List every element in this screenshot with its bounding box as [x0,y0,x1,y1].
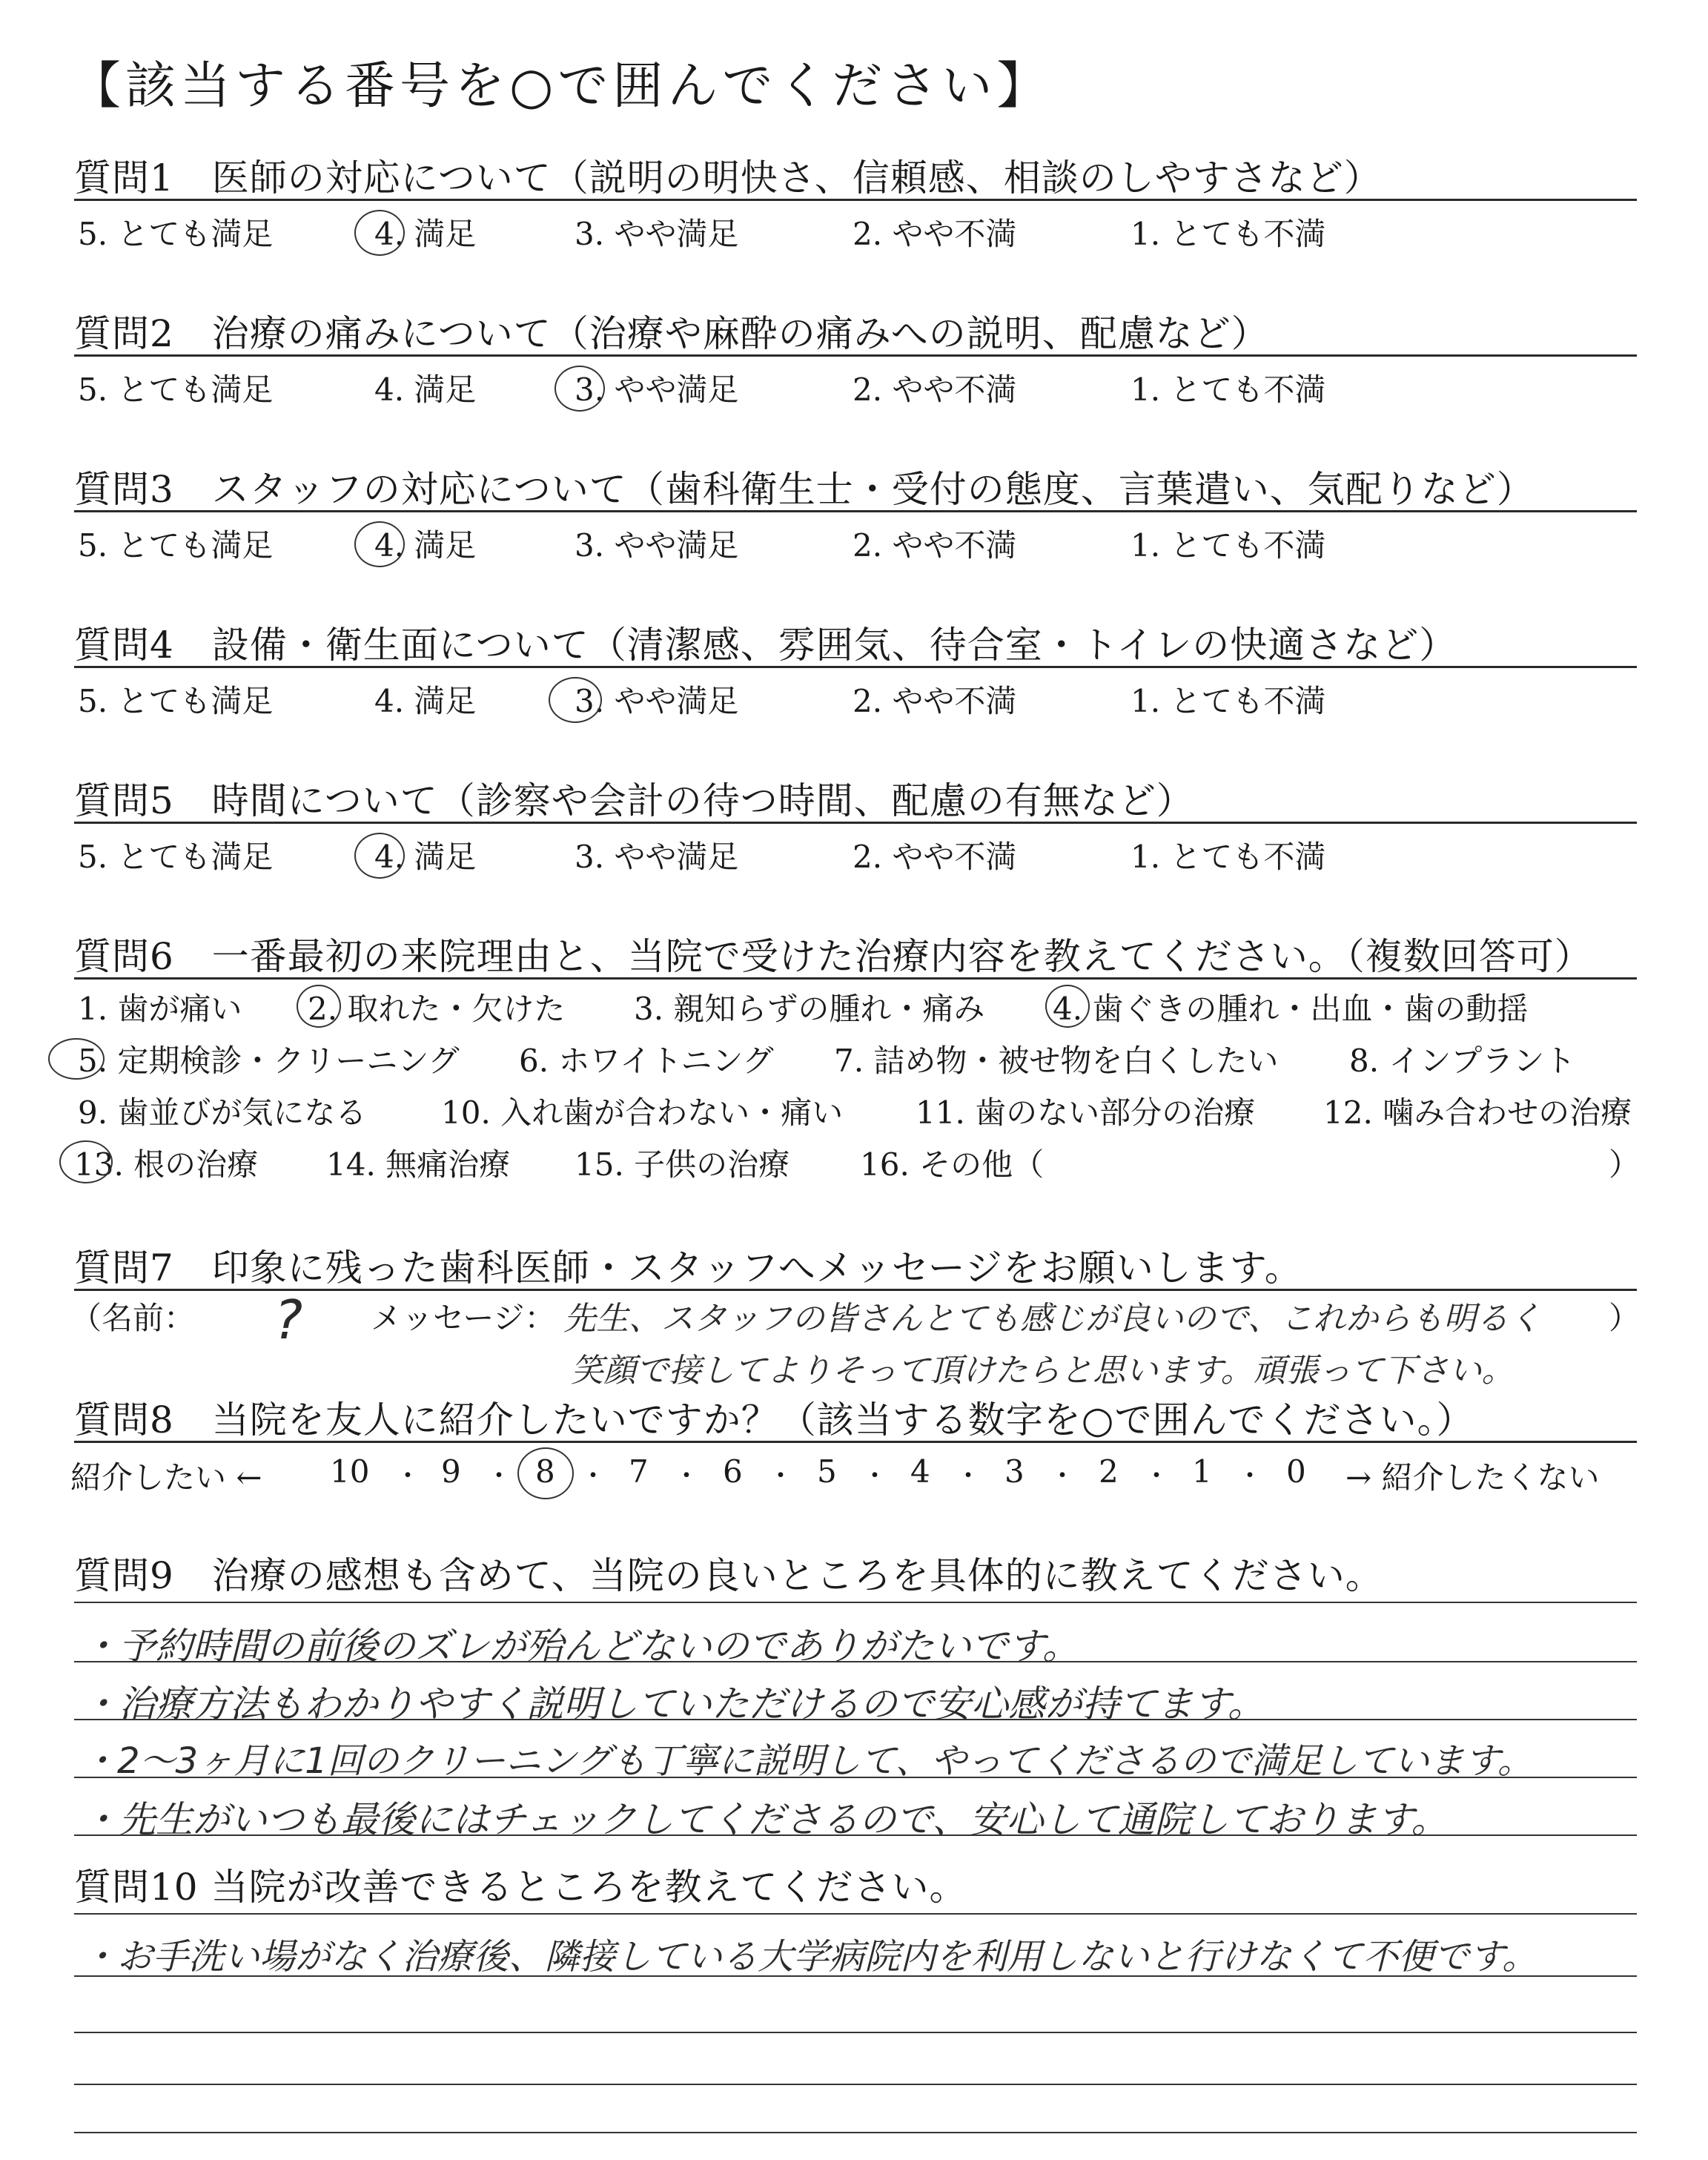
good-point-answer-3[interactable]: ・2〜3ヶ月に1回のクリーニングも丁寧に説明して、やってくださるので満足しています。 [82,1740,1533,1782]
scale-10[interactable]: 10 [330,1453,370,1490]
message-label: メッセージ： [371,1300,556,1336]
rating-option-5[interactable]: 5. とても満足 [78,371,274,408]
reason-option-5[interactable]: 5. 定期検診・クリーニング [78,1043,460,1079]
question-1-options [0,210,1708,254]
question-6-options-row-1 [0,985,1708,1029]
answer-line [74,1975,1637,1977]
question-5-heading: 質問5 時間について（診察や会計の待つ時間、配慮の有無など） [74,779,1194,822]
rating-option-3[interactable]: 3. やや満足 [575,216,739,252]
form-title: 【該当する番号を○で囲んでください】 [70,57,1052,116]
reason-option-12[interactable]: 12. 噛み合わせの治療 [1323,1094,1632,1131]
question-7-heading: 質問7 印象に残った歯科医師・スタッフへメッセージをお願いします。 [74,1246,1302,1289]
reason-option-7[interactable]: 7. 詰め物・被せ物を白くしたい [834,1043,1279,1079]
reason-option-9[interactable]: 9. 歯並びが気になる [78,1094,367,1131]
question-8-heading: 質問8 当院を友人に紹介したいですか？（該当する数字を○で囲んでください。） [74,1398,1474,1441]
reason-option-14[interactable]: 14. 無痛治療 [326,1146,511,1183]
rating-option-3[interactable]: 3. やや満足 [575,839,739,875]
rating-option-1[interactable]: 1. とても不満 [1131,216,1326,252]
reason-option-15[interactable]: 15. 子供の治療 [575,1146,790,1183]
question-4-options [0,677,1708,721]
divider [74,977,1637,980]
answer-line [74,2032,1637,2033]
question-6-options-row-4 [0,1140,1708,1185]
name-label: （名前： [70,1300,196,1336]
rating-option-1[interactable]: 1. とても不満 [1131,371,1326,408]
answer-line [74,1602,1637,1603]
question-4-heading: 質問4 設備・衛生面について（清潔感、雰囲気、待合室・トイレの快適さなど） [74,624,1457,667]
rating-option-5[interactable]: 5. とても満足 [78,683,274,719]
rating-option-1[interactable]: 1. とても不満 [1131,683,1326,719]
rating-option-2[interactable]: 2. やや不満 [853,527,1017,564]
question-6-options-row-3 [0,1089,1708,1133]
answer-line [74,1719,1637,1720]
question-6-options-row-2 [0,1037,1708,1081]
rating-option-3[interactable]: 3. やや満足 [575,527,739,564]
reason-option-3[interactable]: 3. 親知らずの腫れ・痛み [634,991,985,1027]
rating-option-4[interactable]: 4. 満足 [374,371,477,408]
rating-option-3[interactable]: 3. やや満足 [575,683,739,719]
reason-option-13[interactable]: 13. 根の治療 [74,1146,259,1183]
scale-5[interactable]: 5 [817,1453,837,1490]
rating-option-4[interactable]: 4. 満足 [374,216,477,252]
question-2-heading: 質問2 治療の痛みについて（治療や麻酔の痛みへの説明、配慮など） [74,312,1269,355]
scale-dot: ・ [1049,1461,1076,1491]
scale-9[interactable]: 9 [441,1453,461,1490]
scale-dot: ・ [955,1461,982,1491]
scale-6[interactable]: 6 [723,1453,743,1490]
question-3-options [0,521,1708,566]
reason-option-6[interactable]: 6. ホワイトニング [519,1043,774,1079]
recommend-scale [0,1447,1708,1499]
scale-4[interactable]: 4 [910,1453,930,1490]
scale-dot: ・ [673,1461,701,1491]
reason-option-2[interactable]: 2. 取れた・欠けた [308,991,566,1027]
other-close-paren: ） [1609,1146,1641,1183]
rating-option-2[interactable]: 2. やや不満 [853,371,1017,408]
divider [74,1289,1637,1291]
reason-option-4[interactable]: 4. 歯ぐきの腫れ・出血・歯の動揺 [1053,991,1529,1027]
good-point-answer-2[interactable]: ・治療方法もわかりやすく説明していただけるので安心感が持てます。 [82,1682,1265,1725]
scale-7[interactable]: 7 [629,1453,649,1490]
question-1-heading: 質問1 医師の対応について（説明の明快さ、信頼感、相談のしやすさなど） [74,156,1382,199]
question-10-heading: 質問10 当院が改善できるところを教えてください。 [74,1866,967,1909]
good-point-answer-1[interactable]: ・予約時間の前後のズレが殆んどないのでありがたいです。 [82,1625,1079,1668]
rating-option-2[interactable]: 2. やや不満 [853,839,1017,875]
divider [74,199,1637,201]
reason-option-10[interactable]: 10. 入れ歯が合わない・痛い [441,1094,844,1131]
rating-option-1[interactable]: 1. とても不満 [1131,839,1326,875]
scale-right-label: → 紹介したくない [1345,1459,1600,1496]
scale-0[interactable]: 0 [1286,1453,1306,1490]
scale-dot: ・ [394,1461,422,1491]
message-close-paren: ） [1609,1300,1641,1336]
scale-dot: ・ [1143,1461,1171,1491]
reason-option-16[interactable]: 16. その他（ [860,1146,1045,1183]
scale-dot: ・ [1237,1461,1264,1491]
rating-option-3[interactable]: 3. やや満足 [575,371,739,408]
divider [74,354,1637,357]
scale-dot: ・ [767,1461,795,1491]
scale-dot: ・ [580,1461,607,1491]
divider [74,510,1637,512]
rating-option-4[interactable]: 4. 満足 [374,527,477,564]
question-3-heading: 質問3 スタッフの対応について（歯科衛生士・受付の態度、言葉遣い、気配りなど） [74,468,1535,511]
message-answer-line-1[interactable]: 先生、スタッフの皆さんとても感じが良いので、これからも明るく [563,1300,1542,1338]
rating-option-2[interactable]: 2. やや不満 [853,683,1017,719]
good-point-answer-4[interactable]: ・先生がいつも最後にはチェックしてくださるので、安心して通院しております。 [82,1798,1449,1841]
answer-line [74,1661,1637,1662]
answer-line [74,1777,1637,1778]
rating-option-4[interactable]: 4. 満足 [374,839,477,875]
rating-option-1[interactable]: 1. とても不満 [1131,527,1326,564]
scale-8[interactable]: 8 [535,1453,555,1490]
rating-option-4[interactable]: 4. 満足 [374,683,477,719]
divider [74,666,1637,668]
answer-line [74,2132,1637,2133]
answer-line [74,1913,1637,1915]
question-6-heading: 質問6 一番最初の来院理由と、当院で受けた治療内容を教えてください。（複数回答可） [74,935,1592,978]
scale-3[interactable]: 3 [1004,1453,1025,1490]
rating-option-5[interactable]: 5. とても満足 [78,839,274,875]
rating-option-5[interactable]: 5. とても満足 [78,216,274,252]
reason-option-8[interactable]: 8. インプラント [1349,1043,1576,1079]
answer-line [74,2084,1637,2085]
divider [74,822,1637,824]
improvement-answer-1[interactable]: ・お手洗い場がなく治療後、隣接している大学病院内を利用しないと行けなくて不便です。 [82,1936,1538,1978]
reason-option-1[interactable]: 1. 歯が痛い [78,991,242,1027]
question-9-heading: 質問9 治療の感想も含めて、当院の良いところを具体的に教えてください。 [74,1554,1383,1597]
question-5-options [0,833,1708,877]
scale-dot: ・ [486,1461,513,1491]
name-answer[interactable]: ? [274,1289,303,1351]
divider [74,1441,1637,1443]
reason-option-11[interactable]: 11. 歯のない部分の治療 [916,1094,1256,1131]
scale-left-label: 紹介したい ← [70,1459,262,1496]
answer-line [74,1834,1637,1836]
rating-option-5[interactable]: 5. とても満足 [78,527,274,564]
message-answer-line-2[interactable]: 笑顔で接してよりそって頂けたらと思います。頑張って下さい。 [571,1352,1515,1390]
scale-2[interactable]: 2 [1099,1453,1119,1490]
scale-1[interactable]: 1 [1192,1453,1212,1490]
scale-dot: ・ [861,1461,889,1491]
rating-option-2[interactable]: 2. やや不満 [853,216,1017,252]
question-2-options [0,366,1708,410]
